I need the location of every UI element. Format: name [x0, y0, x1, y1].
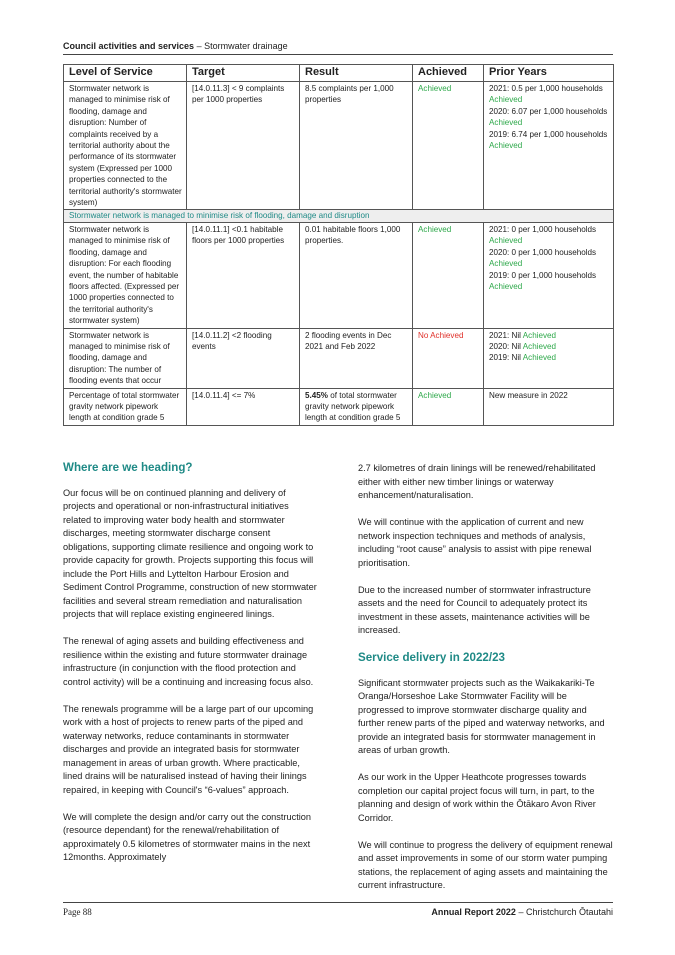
group-label: Stormwater network is managed to minimise risk of flooding, damage and disruption: [64, 210, 614, 222]
cell-target: [14.0.11.4] <= 7%: [187, 388, 300, 425]
cell-result: 5.45% of total stormwater gravity network pipework length at condition grade 5: [300, 388, 413, 425]
cell-prior-years: New measure in 2022: [484, 388, 614, 425]
header-subsection: – Stormwater drainage: [194, 41, 288, 51]
cell-los: Stormwater network is managed to minimise risk of flooding, damage and disruption: For each flooding event, the number of habitable floors affected. (Expressed per 1000 properties connected to the territorial authority's stormwater system): [64, 222, 187, 328]
paragraph: We will complete the design and/or carry out the construction (resource dependant) for the renewal/rehabilitation of approximately 0.5 kilometres of stormwater mains in the next 12months. Approximately: [63, 811, 312, 862]
cell-prior-years: 2021: 0.5 per 1,000 households Achieved 2020: 6.07 per 1,000 households Achieved 2019: 6.74 per 1,000 households Achieved: [484, 82, 614, 210]
col-target: Target: [187, 65, 300, 82]
cell-achieved: Achieved: [413, 388, 484, 425]
cell-result: 0.01 habitable floors 1,000 properties.: [300, 222, 413, 328]
cell-achieved: No Achieved: [413, 328, 484, 388]
paragraph: Due to the increased number of stormwater infrastructure assets and the need for Council to adequately protect its investment in these assets, maintenance activities will be increased.: [358, 584, 591, 635]
header-section: Council activities and services: [63, 41, 195, 51]
paragraph: We will continue with the application of current and new network inspection techniques and methods of analysis, including “root cause” analysis to assist with pipe renewal prioritisation.: [358, 517, 592, 568]
col-result: Result: [300, 65, 413, 82]
cell-result: 8.5 complaints per 1,000 properties: [300, 82, 413, 210]
page-number: Page 88: [63, 907, 92, 917]
paragraph: As our work in the Upper Heathcote progresses towards completion our capital project focus will turn, in part, to the planning and design of work within the Ōtākaro Avon River Corridor.: [358, 772, 596, 823]
right-column: [358, 462, 614, 906]
cell-result: 2 flooding events in Dec 2021 and Feb 2022: [300, 328, 413, 388]
cell-los: Stormwater network is managed to minimise risk of flooding, damage and disruption: The number of flooding events that occur: [64, 328, 187, 388]
report-title: Annual Report 2022 – Christchurch Ōtautahi: [431, 907, 613, 917]
cell-target: [14.0.11.2] <2 flooding events: [187, 328, 300, 388]
paragraph: The renewal of aging assets and building effectiveness and resilience within the existing and future stormwater drainage infrastructure (in conjunction with the flood protection and control activity) will be a continuing and increasing focus also.: [63, 636, 314, 687]
paragraph: The renewals programme will be a large part of our upcoming work with a host of projects to renew parts of the piped and waterway networks, reduce contaminants in stormwater discharges and provide an integrated basis for stormwater management in areas of urban growth. Where practicable, lined drains will be naturalised instead of having their linings repaired, in keeping with Council's “6-values” approach.: [63, 703, 314, 795]
table-row: [64, 222, 614, 328]
cell-prior-years: 2021: Nil Achieved 2020: Nil Achieved 2019: Nil Achieved: [484, 328, 614, 388]
paragraph: Our focus will be on continued planning and delivery of projects and operational or non-infrastructural initiatives related to improving water body health and stormwater discharges, meeting stormwater discharge consent obligations, supporting climate resilience and ongoing work to provide capacity for growth. Projects supporting this focus will include the Port Hills and Lyttelton Harbour Erosion and Sediment Control Programme, construction of new stormwater facilities and several stream remediation and naturalisation projects that will replace existing engineered linings.: [63, 487, 317, 619]
left-column: [63, 461, 319, 878]
table-row: [64, 328, 614, 388]
cell-prior-years: 2021: 0 per 1,000 households Achieved 2020: 0 per 1,000 households Achieved 2019: 0 per 1,000 households Achieved: [484, 222, 614, 328]
cell-target: [14.0.11.1] <0.1 habitable floors per 1000 properties: [187, 222, 300, 328]
paragraph: We will continue to progress the delivery of equipment renewal and asset improvements in some of our storm water pumping stations, the replacement of aging assets and maintaining the current infrastructure.: [358, 839, 613, 890]
cell-achieved: Achieved: [413, 222, 484, 328]
col-achieved: Achieved: [413, 65, 484, 82]
section-heading-service-delivery: Service delivery in 2022/23: [358, 651, 505, 664]
table-header-row: [64, 65, 614, 82]
cell-target: [14.0.11.3] < 9 complaints per 1000 properties: [187, 82, 300, 210]
col-prior-years: Prior Years: [484, 65, 614, 82]
level-of-service-table: [63, 64, 614, 426]
paragraph: 2.7 kilometres of drain linings will be renewed/rehabilitated either with either new timber linings or waterway enhancement/naturalisation.: [358, 463, 596, 500]
paragraph: Significant stormwater projects such as the Waikakariki-Te Oranga/Horseshoe Lake Stormwater Facility will be progressed to improve stormwater discharge quality and further renew parts of the piped and waterway networks, and provide an integrated basis for stormwater management in areas of urban growth.: [358, 677, 605, 755]
section-heading-where-heading: Where are we heading?: [63, 461, 193, 474]
running-header: [63, 41, 613, 55]
page-footer: [63, 902, 613, 917]
col-level-of-service: Level of Service: [64, 65, 187, 82]
table-group-row: [64, 210, 614, 222]
table-row: [64, 388, 614, 425]
cell-achieved: Achieved: [413, 82, 484, 210]
cell-los: Stormwater network is managed to minimise risk of flooding, damage and disruption: Number of complaints received by a territorial authority about the performance of its stormwater system (Expressed per 1000 properties connected to the territorial authority's stormwater system): [64, 82, 187, 210]
table-row: [64, 82, 614, 210]
cell-los: Percentage of total stormwater gravity network pipework length at condition grade 5: [64, 388, 187, 425]
